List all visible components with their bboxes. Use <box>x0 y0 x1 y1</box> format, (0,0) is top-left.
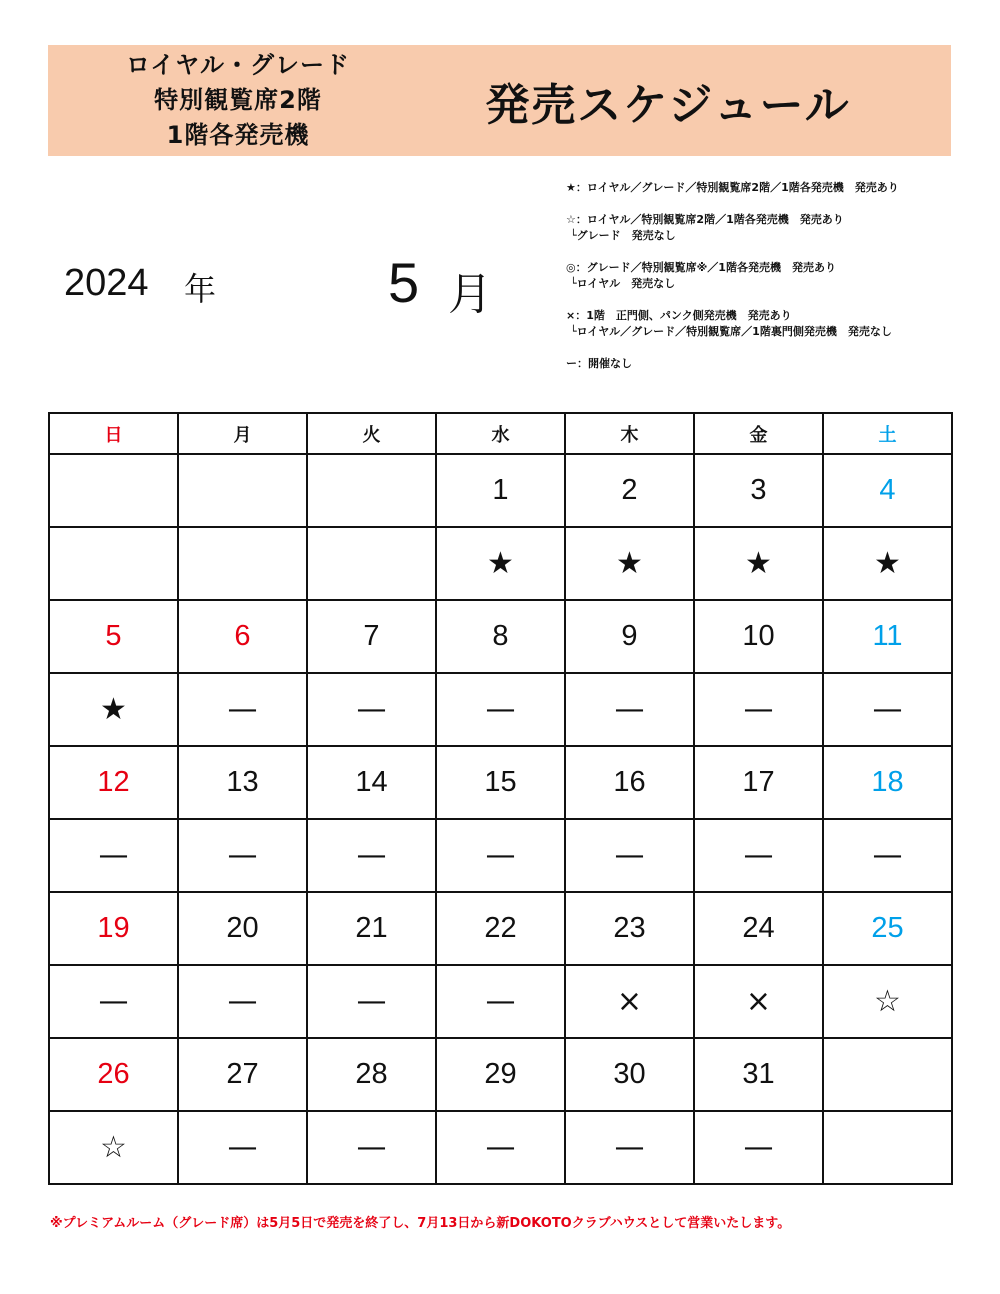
date-row <box>49 892 952 965</box>
date-cell: 31 <box>694 1038 823 1111</box>
date-cell: 8 <box>436 600 565 673</box>
venue-label-line: 1階各発売機 <box>166 121 310 149</box>
sale-mark-cell: — <box>565 1111 694 1184</box>
header-banner <box>48 45 951 156</box>
sale-mark-cell: — <box>307 1111 436 1184</box>
mark-row <box>49 965 952 1038</box>
legend-entry <box>566 308 986 340</box>
sale-mark-cell: — <box>694 673 823 746</box>
mark-row <box>49 819 952 892</box>
legend-entry <box>566 212 986 244</box>
date-cell: 21 <box>307 892 436 965</box>
date-cell: 29 <box>436 1038 565 1111</box>
sale-mark-cell: ★ <box>694 527 823 600</box>
weekday-wednesday: 水 <box>436 413 565 454</box>
sale-mark-cell: ★ <box>436 527 565 600</box>
date-cell: 28 <box>307 1038 436 1111</box>
date-cell <box>307 454 436 527</box>
sale-mark-cell: — <box>694 819 823 892</box>
date-cell: 24 <box>694 892 823 965</box>
year-number: 2024 <box>64 262 149 304</box>
sale-mark-cell <box>307 527 436 600</box>
date-cell: 16 <box>565 746 694 819</box>
weekday-monday: 月 <box>178 413 307 454</box>
sale-mark-cell: ☆ <box>823 965 952 1038</box>
year-label: 年 <box>184 270 217 308</box>
legend-entry <box>566 356 986 372</box>
legend-line: ◎：グレード／特別観覧席※／1階各発売機 発売あり <box>566 261 836 274</box>
date-cell: 12 <box>49 746 178 819</box>
date-row <box>49 454 952 527</box>
sale-mark-cell: — <box>178 1111 307 1184</box>
date-cell: 7 <box>307 600 436 673</box>
mark-row <box>49 1111 952 1184</box>
date-cell: 20 <box>178 892 307 965</box>
date-cell: 22 <box>436 892 565 965</box>
sale-mark-cell: — <box>565 819 694 892</box>
sale-mark-cell <box>178 527 307 600</box>
date-row <box>49 746 952 819</box>
weekday-header-row <box>49 413 952 454</box>
date-cell: 30 <box>565 1038 694 1111</box>
sale-mark-cell: — <box>694 1111 823 1184</box>
date-cell: 14 <box>307 746 436 819</box>
date-cell: 15 <box>436 746 565 819</box>
date-cell: 2 <box>565 454 694 527</box>
date-cell: 5 <box>49 600 178 673</box>
date-cell: 18 <box>823 746 952 819</box>
date-cell: 27 <box>178 1038 307 1111</box>
month-number: 5 <box>388 251 420 314</box>
sale-mark-cell: × <box>565 965 694 1038</box>
date-cell: 10 <box>694 600 823 673</box>
date-cell: 25 <box>823 892 952 965</box>
venue-labels <box>48 45 428 156</box>
sale-mark-cell: — <box>436 1111 565 1184</box>
sale-mark-cell: — <box>307 673 436 746</box>
date-cell <box>49 454 178 527</box>
legend-entry <box>566 260 986 292</box>
sale-mark-cell: ★ <box>49 673 178 746</box>
venue-label-line: 特別観覧席2階 <box>154 86 322 114</box>
date-cell <box>178 454 307 527</box>
mark-row <box>49 673 952 746</box>
footnote: ※プレミアムルーム（グレード席）は5月5日で発売を終了し、7月13日から新DOKOTOクラブハウスとして営業いたします。 <box>50 1216 791 1231</box>
sale-mark-cell: — <box>565 673 694 746</box>
sale-mark-cell: — <box>307 819 436 892</box>
weekday-saturday: 土 <box>823 413 952 454</box>
sale-mark-cell: ☆ <box>49 1111 178 1184</box>
symbol-legend <box>566 180 986 388</box>
sale-mark-cell: — <box>178 965 307 1038</box>
weekday-tuesday: 火 <box>307 413 436 454</box>
weekday-sunday: 日 <box>49 413 178 454</box>
page-title: 発売スケジュール <box>485 79 851 131</box>
sale-mark-cell: — <box>436 673 565 746</box>
sale-mark-cell <box>49 527 178 600</box>
date-row <box>49 1038 952 1111</box>
date-cell: 9 <box>565 600 694 673</box>
sale-mark-cell <box>823 1111 952 1184</box>
legend-subline: └ロイヤル 発売なし <box>570 277 676 290</box>
sale-mark-cell: — <box>436 965 565 1038</box>
date-cell: 17 <box>694 746 823 819</box>
date-cell <box>823 1038 952 1111</box>
calendar-table <box>48 412 953 1185</box>
sale-mark-cell: — <box>307 965 436 1038</box>
sale-mark-cell: — <box>178 673 307 746</box>
sale-mark-cell: — <box>823 673 952 746</box>
date-cell: 19 <box>49 892 178 965</box>
sale-mark-cell: ★ <box>823 527 952 600</box>
legend-subline: └ロイヤル／グレード／特別観覧席／1階裏門側発売機 発売なし <box>570 325 892 338</box>
date-row <box>49 600 952 673</box>
month-label: 月 <box>448 269 492 320</box>
sale-mark-cell: × <box>694 965 823 1038</box>
weekday-friday: 金 <box>694 413 823 454</box>
legend-line: ×：1階 正門側、パンク側発売機 発売あり <box>566 309 792 322</box>
sale-mark-cell: — <box>823 819 952 892</box>
calendar-body <box>49 454 952 1184</box>
legend-line: ★：ロイヤル／グレード／特別観覧席2階／1階各発売機 発売あり <box>566 181 899 194</box>
date-cell: 26 <box>49 1038 178 1111</box>
date-cell: 1 <box>436 454 565 527</box>
sale-mark-cell: — <box>436 819 565 892</box>
legend-subline: └グレード 発売なし <box>570 229 676 242</box>
date-cell: 23 <box>565 892 694 965</box>
weekday-thursday: 木 <box>565 413 694 454</box>
date-cell: 6 <box>178 600 307 673</box>
legend-line: ☆：ロイヤル／特別観覧席2階／1階各発売機 発売あり <box>566 213 844 226</box>
sale-mark-cell: — <box>178 819 307 892</box>
sale-mark-cell: ★ <box>565 527 694 600</box>
sale-mark-cell: — <box>49 819 178 892</box>
legend-entry <box>566 180 986 196</box>
legend-line: ー：開催なし <box>566 357 632 370</box>
venue-label-line: ロイヤル・グレード <box>125 51 351 79</box>
mark-row <box>49 527 952 600</box>
date-cell: 4 <box>823 454 952 527</box>
date-cell: 11 <box>823 600 952 673</box>
date-cell: 3 <box>694 454 823 527</box>
sale-mark-cell: — <box>49 965 178 1038</box>
date-cell: 13 <box>178 746 307 819</box>
